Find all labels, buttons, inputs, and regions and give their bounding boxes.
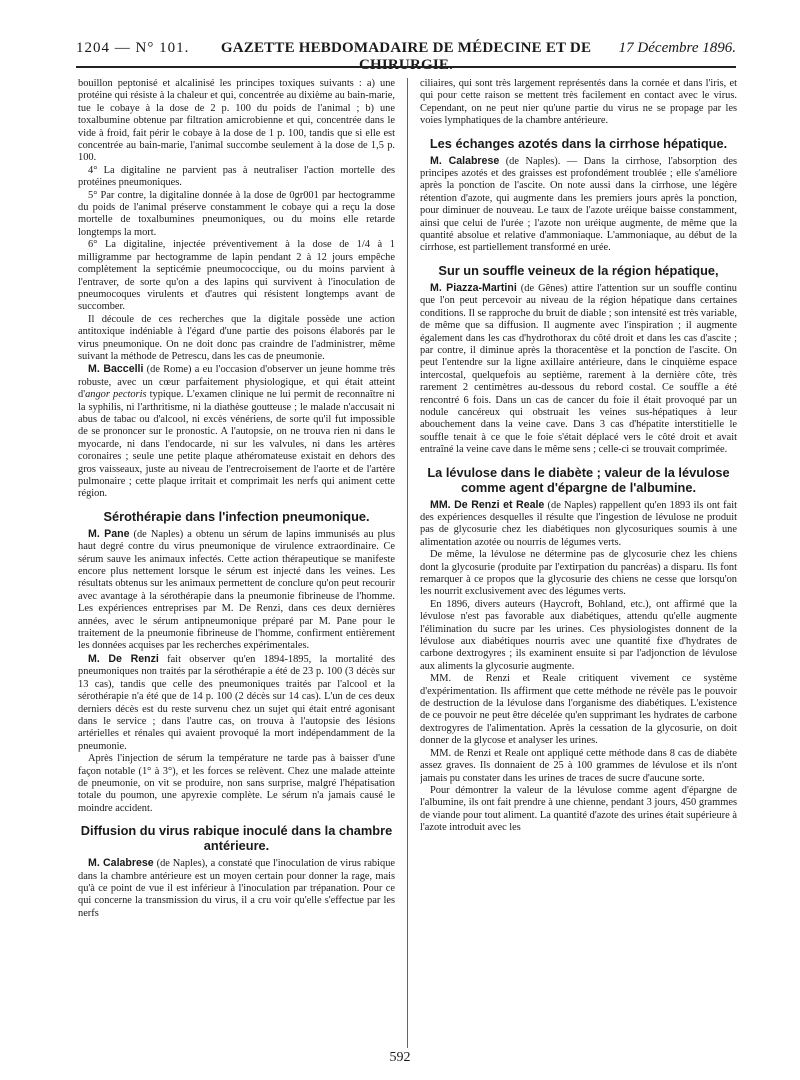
author-name: M. De Renzi	[88, 652, 159, 665]
running-header	[76, 40, 736, 73]
issue-date: 17 Décembre 1896.	[618, 40, 736, 56]
right-column	[420, 78, 737, 1048]
italic-term: angor pectoris	[85, 389, 147, 401]
paragraph	[420, 155, 737, 255]
paragraph: 6° La digitaline, injectée préventivement à la dose de 1/4 à 1 milligramme par hectogramme de lapin pendant 2 à 12 jours empêche complètement la septicémie pneumococcique, ou du moins parvient à l'entraver, de sorte qu'on a des lapins qui survivent à l'inoculation de pneumocoques virulents et d'autres qui résistent longtemps avant de succomber.	[78, 239, 395, 313]
left-column	[78, 78, 395, 1048]
header-rule	[76, 66, 736, 68]
paragraph-text: (de Naples). — Dans la cirrhose, l'absorption des principes azotés et des graisses est profondément troublée ; elle s'améliore après la ponction de l'ascite. On note aussi dans la cirrhose, une légère rétention d'azote, qui augmente dans les premiers jours après la ponction, pour diminuer de nouveau. Le taux de l'azote uréique baisse constamment, ainsi que celui de l'urée ; l'azote non uréique augmente, de même que la quantité absolue et relative d'ammoniaque. L'ammoniaque, au début de la cirrhose, est partiellement transformé en urée.	[420, 155, 737, 254]
page-number: 592	[389, 1050, 411, 1065]
column-divider	[407, 78, 408, 1048]
paragraph-text: typique. L'examen clinique ne lui permit de reconnaître ni la syphilis, ni l'arthritisme, ni la diathèse goutteuse ; le malade n'accusait ni abus de tabac ou d'alcool, ni excès vénériens, de sorte qu'il fut impossible de se prononcer sur le pronostic. A l'autopsie, on ne trouva rien ni dans le myocarde, ni dans l'endocarde, ni sur les valvules, ni dans les artères coronaires ; seule une petite plaque athéromateuse existait en dehors des gros vaisseaux, juste au niveau de l'entrecroisement de l'aorte et de l'artère pulmonaire ; cette plaque irritait et comprimait les nerfs qui animent cette région.	[78, 389, 395, 500]
section-heading: La lévulose dans le diabète ; valeur de la lévulose comme agent d'épargne de l'albumine.	[427, 464, 730, 495]
author-name: MM. De Renzi et Reale	[430, 498, 545, 511]
paragraph	[78, 528, 395, 653]
section-heading: Sur un souffle veineux de la région hépatique,	[438, 262, 719, 278]
paragraph: ciliaires, qui sont très largement représentés dans la cornée et dans l'iris, et qui pour cette raison se mettent très facilement en contact avec le virus. Cependant, on ne peut nier qu'une partie du virus ne se propage par les voies lymphatiques de la chambre antérieure.	[420, 78, 737, 127]
paragraph	[420, 499, 737, 550]
paragraph-text: (de Naples) a obtenu un sérum de lapins immunisés au plus haut degré contre du virus pneumonique de virulence extraordinaire. Ce sérum sauve les animaux infectés. Cette action thérapeutique se manifeste encore plus nettement lorsque le sérum est injecté dans les veines. Les résultats obtenus sur les animaux permettent de conclure qu'on peut recourir avec avantage à la sérothérapie dans la pneumonie fibrineuse de l'homme. Les expériences entreprises par M. De Renzi, dans ces deux dernières années, avec le sérum antipneumonique préparé par M. Pane pour le traitement de la pneumonie fibrineuse de l'homme, confirment entièrement les données acquises par les recherches expérimentales.	[78, 528, 395, 652]
author-name: M. Baccelli	[88, 363, 144, 376]
section-heading: Diffusion du virus rabique inoculé dans la chambre antérieure.	[80, 823, 393, 854]
section-heading: Sérothérapie dans l'infection pneumonique.	[103, 508, 370, 524]
author-name: M. Calabrese	[430, 154, 500, 167]
paragraph: Après l'injection de sérum la température ne tarde pas à baisser d'une façon notable (1° à 3°), et les forces se relèvent. Chez une malade atteinte de pneumonie, on vit se produire, non sans surprise, malgré l'hépatisation totale du poumon, une apyrexie complète. Le sérum n'a jamais causé le moindre accident.	[78, 753, 395, 814]
paragraph: De même, la lévulose ne détermine pas de glycosurie chez les chiens dont la glycosurie (produite par l'extirpation du pancréas) a disparu. Ils font remarquer à ce propos que la glycosurie des chiens ne cesse que lorsqu'on les nourrit exclusivement avec des légumes verts.	[420, 549, 737, 598]
paragraph-text: (de Naples), a constaté que l'inoculation de virus rabique dans la chambre antérieure est un moyen certain pour donner la rage, mais qu'à ce point de vue il est inférieur à l'inoculation par trépanation. Pour ce qui concerne la transmission du virus, il a cru voir qu'elle s'effectue par les nerfs	[78, 858, 395, 919]
paragraph: MM. de Renzi et Reale critiquent vivement ce système d'expérimentation. Ils affirment que cette méthode ne révèle pas le pouvoir de destruction de la lévulose dans l'organisme des diabétiques. L'existence de ce pouvoir ne peut être décelée qu'en supprimant les hydrates de carbone dextrogyres de l'alimentation. Après la cessation de la glycosurie, on doit donner de la glycose et analyser les urines.	[420, 673, 737, 747]
author-name: M. Piazza-Martini	[430, 281, 517, 294]
paragraph	[420, 282, 737, 457]
journal-title: GAZETTE HEBDOMADAIRE DE MÉDECINE ET DE CHIRURGIE.	[220, 40, 592, 73]
paragraph-text: (de Rome) a eu l'occasion d'observer un jeune homme très robuste, avec un cœur parfaitement physiologique, et qui était atteint d'	[78, 364, 395, 401]
paragraph	[78, 363, 395, 500]
section-heading: Les échanges azotés dans la cirrhose hépatique.	[429, 135, 728, 151]
paragraph-text: (de Naples) rappellent qu'en 1893 ils ont fait des expériences desquelles il résulte que l'ingestion de lévulose ne produit pas de glycosurie chez les diabétiques non glycosuriques soumis à une alimentation azotée ou nourris de légumes verts.	[420, 499, 737, 548]
page-issue-label: 1204 — N° 101.	[76, 40, 190, 56]
author-name: M. Pane	[88, 527, 130, 540]
paragraph-text: fait observer qu'en 1894-1895, la mortalité des pneumoniques non traités par la sérothérapie a été de 23 p. 100 (3 décès sur 13 cas), tandis que celle des pneumoniques traités par l'alcool et la sérothérapie n'a été que de 14 p. 100 (2 décès sur 14 cas). L'un de ces deux derniers décès est du reste survenu chez un sujet qui était entré agonisant dans le service ; dans l'autre cas, on trouva à l'autopsie des lésions artérielles et rénales qui avaient provoqué la mort indépendamment de la pneumonie.	[78, 653, 395, 752]
paragraph: En 1896, divers auteurs (Haycroft, Bohland, etc.), ont affirmé que la lévulose n'est pas favorable aux diabétiques, attendu qu'elle augmente l'élimination du sucre par les urines. Ces physiologistes donnent de la lévulose aux diabétiques nourris avec une quantité fixe d'hydrates de carbone dextrogyres ; ils examinent ensuite si par l'adjonction de lévulose aux aliments la glycosurie augmente.	[420, 598, 737, 672]
paragraph: 5° Par contre, la digitaline donnée à la dose de 0gr001 par hectogramme du poids de l'animal préserve constamment le cobaye qui a reçu la dose mortelle de toxalbumines pneumoniques, ou du moins elle retarde longtemps la mort.	[78, 189, 395, 238]
paragraph: bouillon peptonisé et alcalinisé les principes toxiques suivants : a) une protéine qui résiste à la chaleur et qui, concentrée au dixième au bain-marie, tue le cobaye à la dose de 2 p. 100 du poids de l'animal ; b) une toxalbumine obtenue par filtration amicrobienne et qui, concentrée dans le vide à froid, fait périr le cobaye à la dose de 1 p. 100, tandis que si elle est concentrée au bain-marie, l'animal succombe seulement à la dose de 1,5 p. 100.	[78, 78, 395, 164]
paragraph	[78, 857, 395, 920]
paragraph: Il découle de ces recherches que la digitale possède une action antitoxique indéniable à l'égard d'une partie des poisons élaborés par le virus pneumonique. On ne doit donc pas craindre de l'administrer, même suivant la méthode de Petrescu, dans les cas de pneumonie.	[78, 313, 395, 362]
paragraph: 4° La digitaline ne parvient pas à neutraliser l'action mortelle des protéines pneumoniques.	[78, 164, 395, 189]
paragraph: MM. de Renzi et Reale ont appliqué cette méthode dans 8 cas de diabète assez graves. Ils donnaient de 25 à 100 grammes de lévulose et ils n'ont jamais pu constater dans les urines de traces de sucre d'aucune sorte.	[420, 747, 737, 784]
paragraph	[78, 653, 395, 753]
paragraph: Pour démontrer la valeur de la lévulose comme agent d'épargne de l'albumine, ils ont fait prendre à une chienne, pendant 3 jours, 450 grammes de viande pour tout aliment. La quantité d'azote des urines était supérieure à l'azote introduit avec les	[420, 784, 737, 834]
paragraph-text: (de Gênes) attire l'attention sur un souffle continu que l'on peut percevoir au niveau de la région hépatique dans certaines conditions. Il se rapproche du bruit de diable ; son intensité est très variable, de même que sa diffusion. Il augmente avec l'inspiration ; il augmente également dans les cas d'hydrothorax du côté droit et dans les cas d'ascite ; par contre, il diminue après la thoracentèse et la ponction de l'ascite. On peut l'entendre sur la ligne axillaire antérieure, dans le cinquième espace intercostal, quelquefois au septième, rarement à la dernière côte, très rarement 2 centimètres au-dessous du rebord costal. Ce souffle a été rencontré 6 fois. Dans un cas de cancer du foie il était provoqué par un nodule cancéreux qui obstruait les veines sus-hépatiques à leur abouchement dans la veine cave. Dans 3 cas d'hépatite interstitielle le souffle tenait à ce que le foie s'était déplacé vers le côté droit et avait entraîné la veine cave dans le même sens ; celle-ci se trouvait comprimée.	[420, 282, 737, 456]
author-name: M. Calabrese	[88, 857, 154, 870]
